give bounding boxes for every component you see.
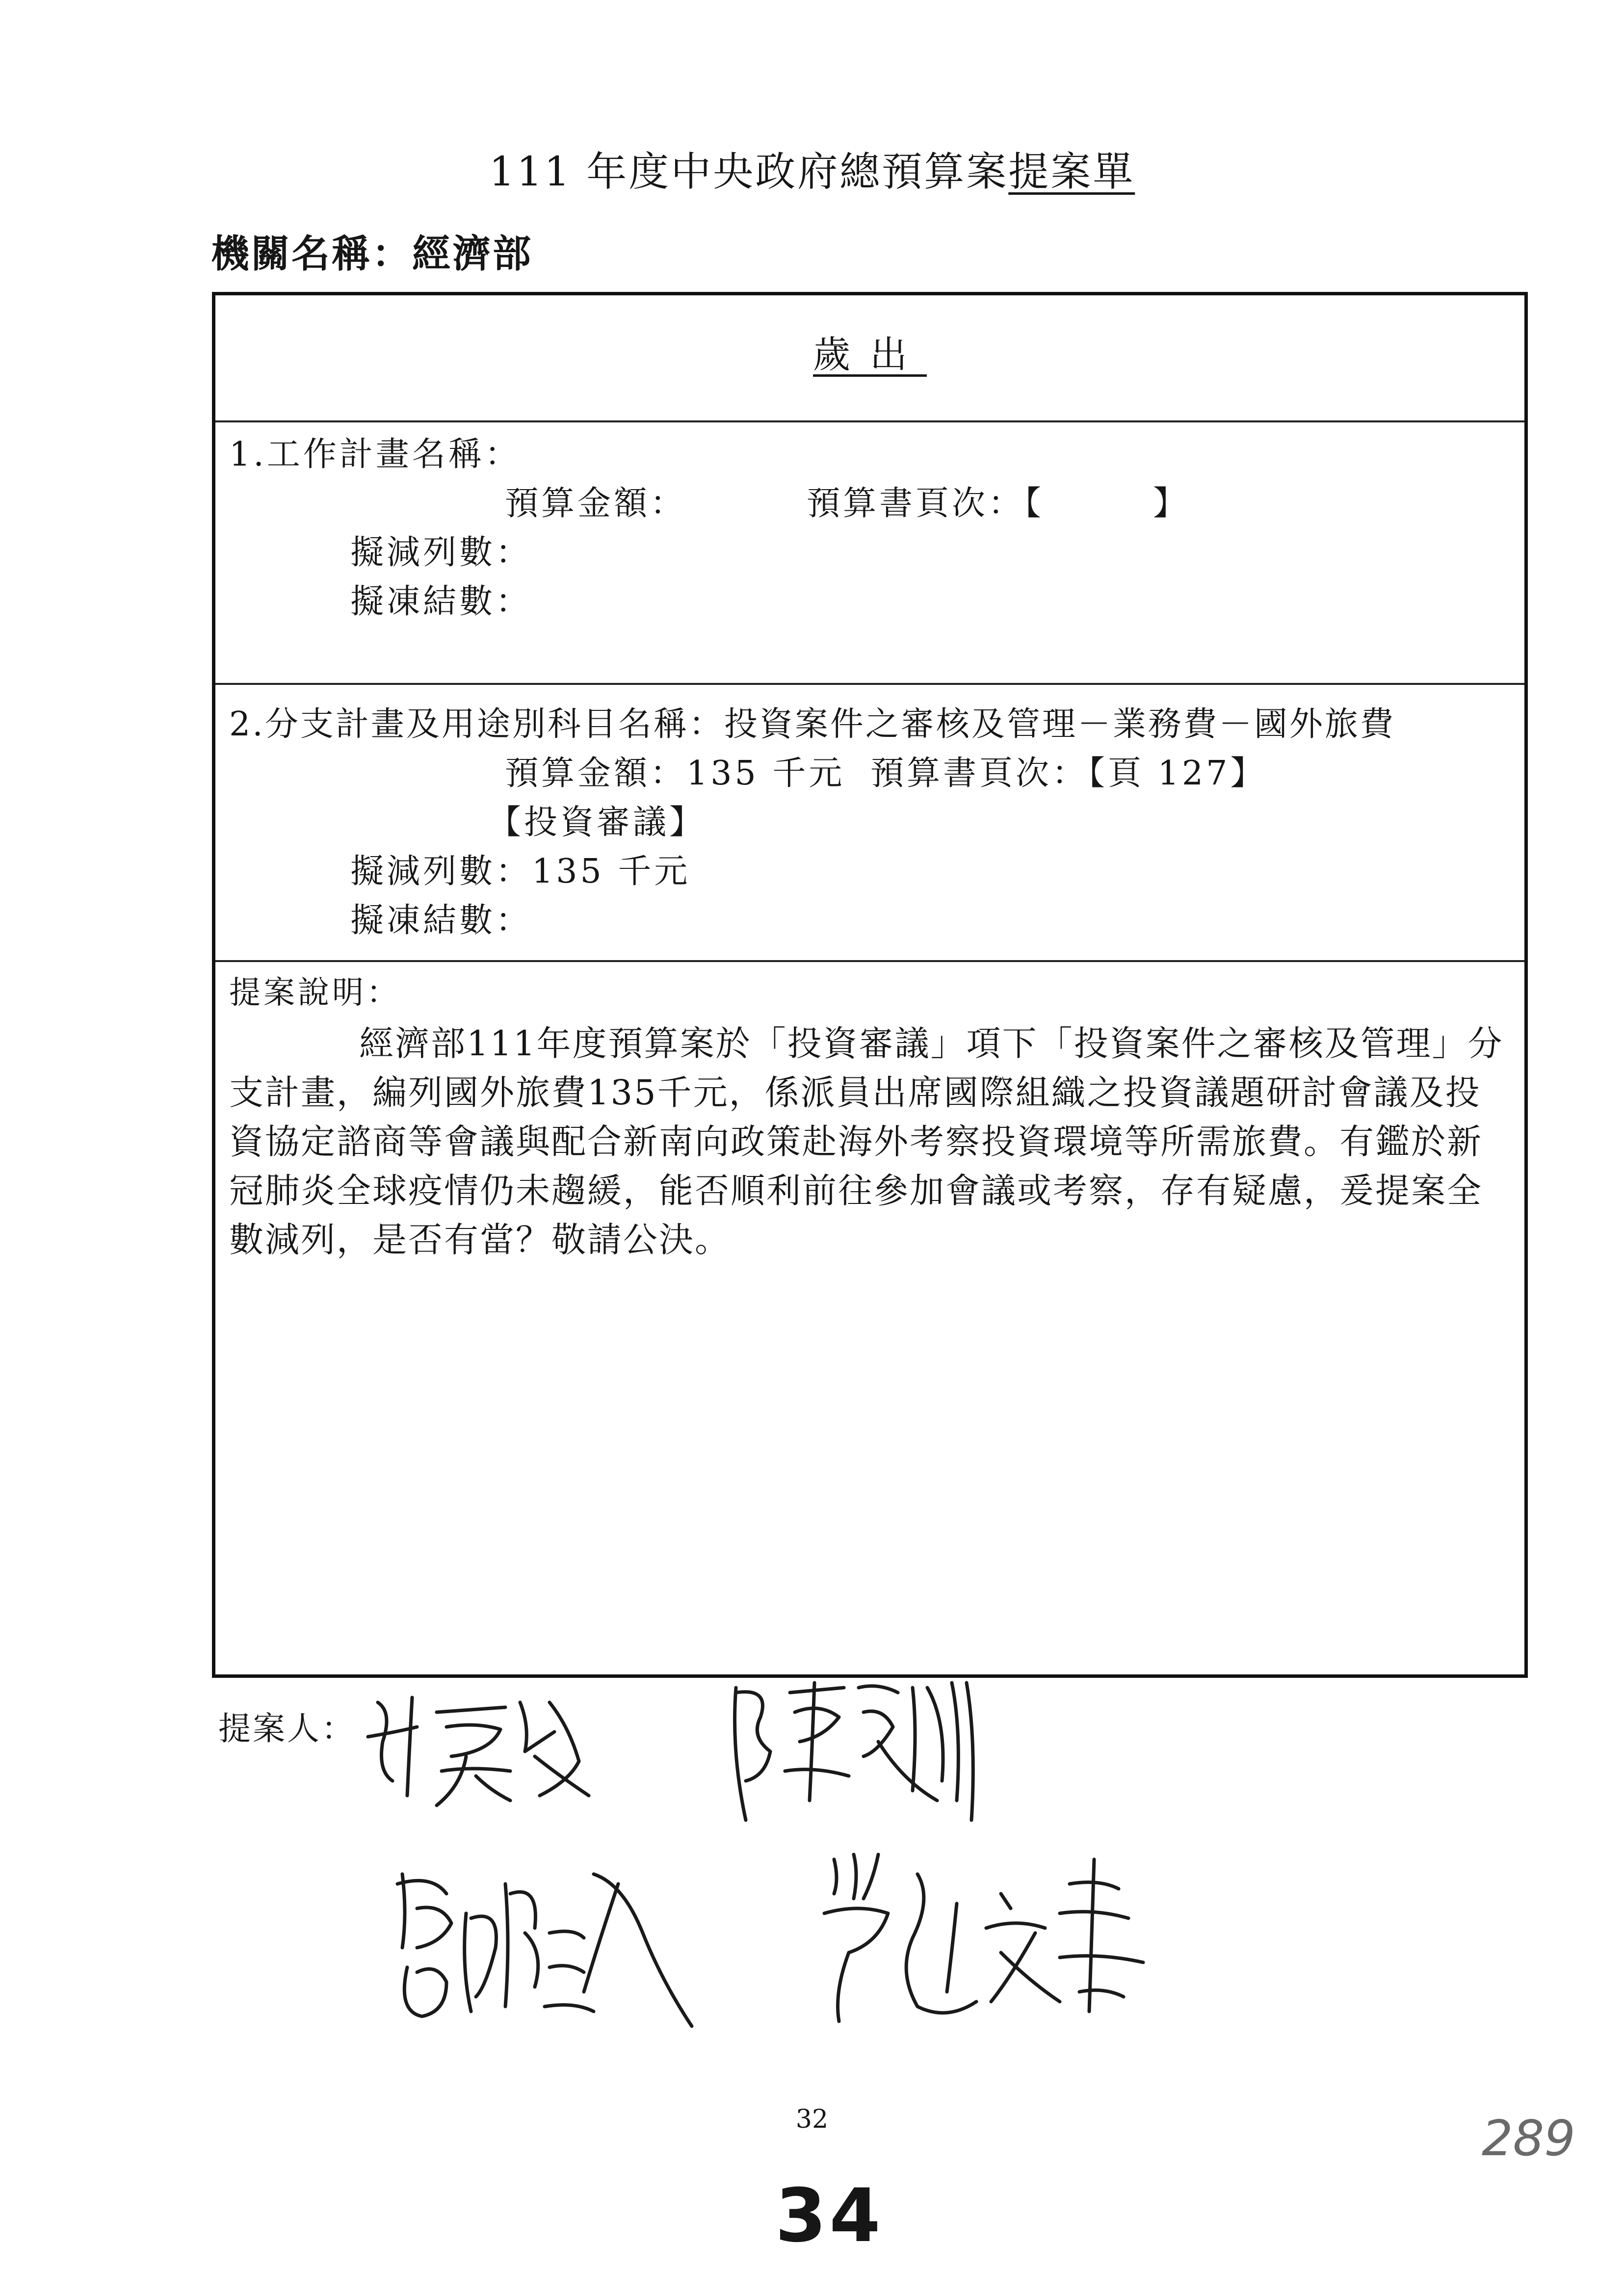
signature-4 bbox=[805, 1845, 1158, 2041]
divider-1 bbox=[215, 420, 1524, 422]
proposer-label: 提案人： bbox=[218, 1710, 356, 1748]
divider-2 bbox=[215, 683, 1524, 685]
page-number: 32 bbox=[795, 2105, 829, 2134]
stamp-number: 34 bbox=[775, 2173, 884, 2259]
signature-3 bbox=[388, 1854, 741, 2041]
section2-budget-amount: 預算金額：135 千元 bbox=[505, 754, 845, 793]
section1-budget-amount: 預算金額： bbox=[505, 484, 687, 523]
title-underlined: 提案單 bbox=[1008, 149, 1135, 195]
section2-unit: 【投資審議】 bbox=[488, 803, 706, 842]
section2-label: 2.分支計畫及用途別科目名稱：投資案件之審核及管理－業務費－國外旅費 bbox=[229, 705, 1395, 744]
signature-1 bbox=[363, 1683, 599, 1815]
explanation-text: 經濟部111年度預算案於「投資審議」項下「投資案件之審核及管理」分支計畫，編列國外旅費135千元，係派員出席國際組織之投資議題研討會議及投資協定諮商等會議與配合新南向政策赴海外考察投資環境等所需旅費。有鑑於新冠肺炎全球疫情仍未趨緩，能否順利前往參加會議或考察，存有疑慮，爰提案全數減列，是否有當？敬請公決。 bbox=[229, 1023, 1504, 1260]
divider-3 bbox=[215, 960, 1524, 962]
section2-budget-page: 預算書頁次：【頁 127】 bbox=[870, 754, 1267, 793]
section2-freeze-amount: 擬凍結數： bbox=[350, 901, 532, 940]
section1-freeze-amount: 擬凍結數： bbox=[350, 582, 532, 621]
document-title bbox=[0, 140, 1624, 197]
section2-cut-amount: 擬減列數：135 千元 bbox=[350, 852, 691, 891]
explanation-label: 提案說明： bbox=[229, 975, 401, 1011]
section1-cut-amount: 擬減列數： bbox=[350, 533, 532, 572]
section1-budget-page: 預算書頁次：【 】 bbox=[807, 484, 1190, 523]
proposal-form-box bbox=[212, 292, 1528, 1678]
agency-name: 機關名稱：經濟部 bbox=[211, 232, 533, 276]
handwritten-number: 289 bbox=[1482, 2110, 1575, 2167]
section1-label: 1.工作計畫名稱： bbox=[229, 435, 521, 474]
title-main: 111 年度中央政府總預算案 bbox=[489, 149, 1009, 195]
form-heading-text: 歲出 bbox=[813, 333, 927, 376]
form-heading bbox=[215, 325, 1524, 378]
signature-2 bbox=[716, 1673, 991, 1835]
